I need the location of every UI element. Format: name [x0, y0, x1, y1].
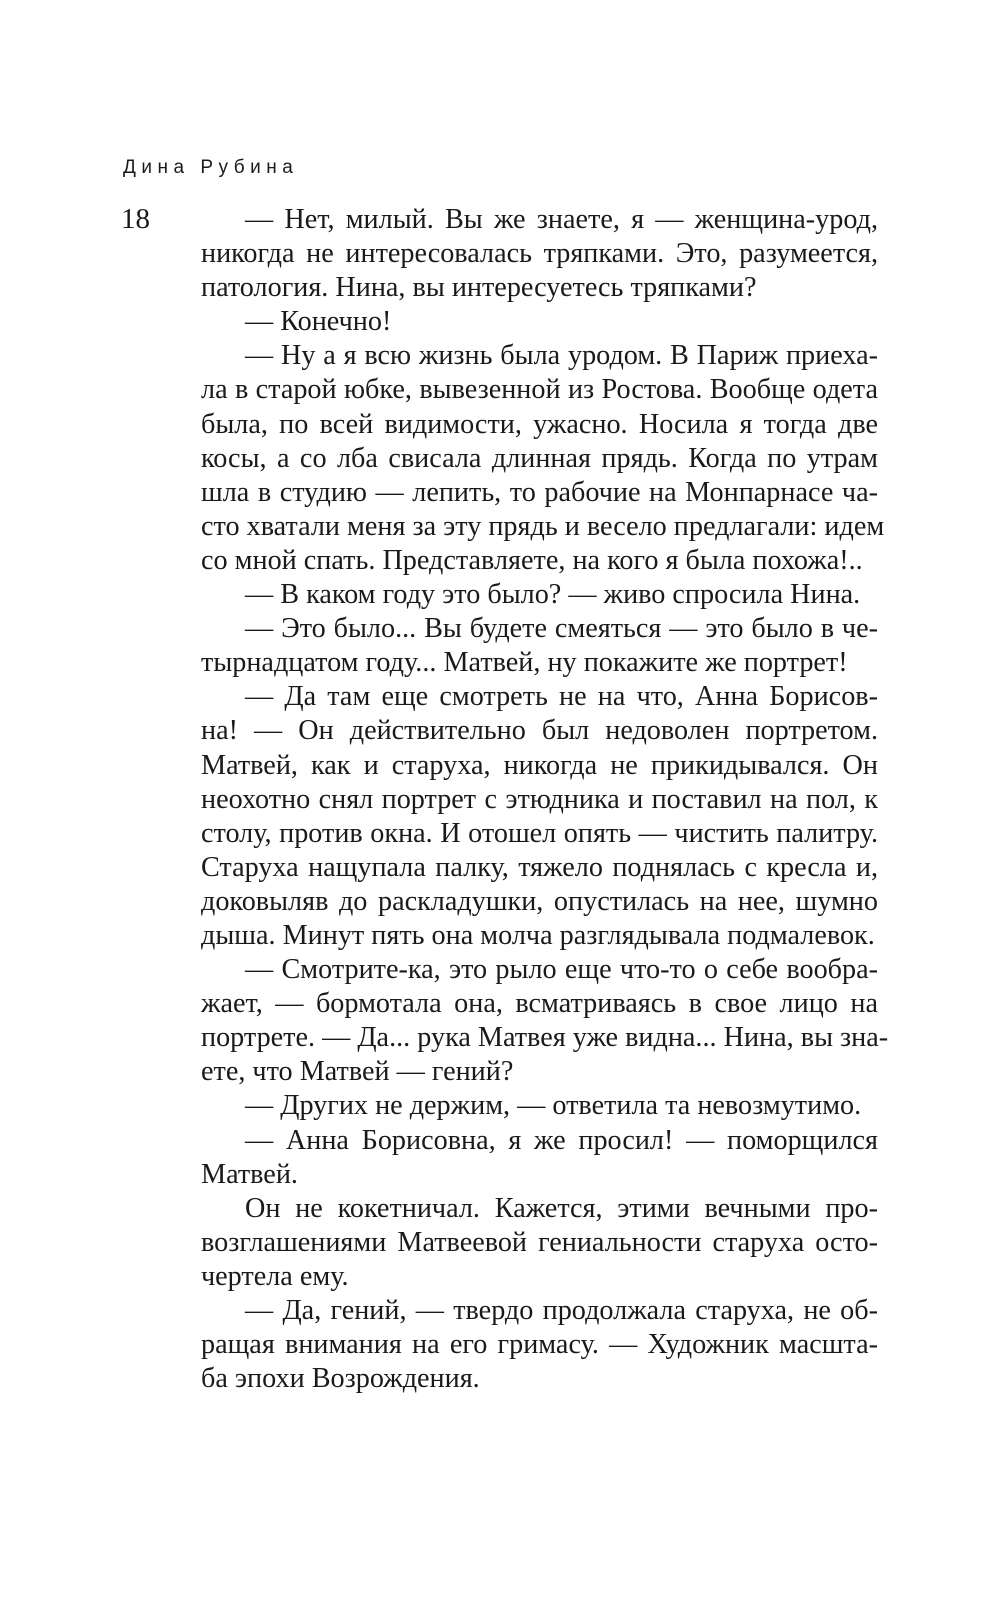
text-line: дыша. Минут пять она молча разглядывала подмалевок. [201, 919, 875, 951]
text-line: — Смотрите-ка, это рыло еще что-то о себе вообра- [245, 954, 878, 986]
text-line: — Анна Борисовна, я же просил! — поморщился [245, 1124, 878, 1156]
text-line: со мной спать. Представляете, на кого я была похожа!.. [201, 544, 863, 576]
text-line: — Ну а я всю жизнь была уродом. В Париж приеха- [245, 340, 878, 372]
text-line: Он не кокетничал. Кажется, этими вечными про- [245, 1192, 878, 1224]
text-line: столу, против окна. И отошел опять — чистить палитру. [201, 817, 878, 849]
text-line: косы, а со лба свисала длинная прядь. Когда по утрам [201, 442, 878, 474]
text-line: Старуха нащупала палку, тяжело поднялась с кресла и, [201, 851, 878, 883]
text-line: возглашениями Матвеевой гениальности старуха осто- [201, 1226, 878, 1258]
text-line: шла в студию — лепить, то рабочие на Монпарнасе ча- [201, 476, 878, 508]
text-line: — В каком году это было? — живо спросила Нина. [245, 579, 861, 611]
text-line: чертела ему. [201, 1260, 349, 1292]
text-line: — Нет, милый. Вы же знаете, я — женщина-урод, [245, 204, 878, 235]
text-line: доковыляв до раскладушки, опустилась на нее, шумно [201, 885, 878, 917]
text-line: — Конечно! [245, 306, 392, 338]
text-line: портрете. — Да... рука Матвея уже видна... Нина, вы зна- [201, 1022, 889, 1054]
text-line: неохотно снял портрет с этюдника и поставил на пол, к [201, 783, 878, 815]
text-line: ращая внимания на его гримасу. — Художник масшта- [201, 1329, 878, 1361]
text-line: жает, — бормотала она, всматриваясь в свое лицо на [201, 988, 878, 1020]
text-line: сто хватали меня за эту прядь и весело предлагали: идем [201, 510, 885, 542]
text-line: — Это было... Вы будете смеяться — это было в че- [245, 613, 878, 645]
text-line: никогда не интересовалась тряпками. Это, разумеется, [201, 238, 878, 270]
text-line: ба эпохи Возрождения. [201, 1363, 480, 1395]
text-line: на! — Он действительно был недоволен портретом. [201, 715, 878, 747]
text-line: — Да, гений, — твердо продолжала старуха, не об- [245, 1295, 878, 1326]
body-text [201, 203, 889, 1396]
text-line: ла в старой юбке, вывезенной из Ростова. Вообще одета [201, 374, 878, 406]
text-line: Матвей. [201, 1158, 298, 1190]
text-line: патология. Нина, вы интересуетесь тряпками? [201, 272, 757, 304]
text-line: — Да там еще смотреть не на что, Анна Борисов- [245, 681, 878, 713]
text-line: была, по всей видимости, ужасно. Носила я тогда две [201, 408, 878, 440]
text-line: — Других не держим, — ответила та невозмутимо. [245, 1090, 862, 1122]
text-line: ете, что Матвей — гений? [201, 1056, 514, 1088]
page-number: 18 [121, 203, 150, 235]
running-head-author: Дина Рубина [123, 157, 299, 178]
text-line: тырнадцатом году... Матвей, ну покажите же портрет! [201, 647, 848, 679]
text-line: Матвей, как и старуха, никогда не прикидывался. Он [201, 749, 878, 781]
